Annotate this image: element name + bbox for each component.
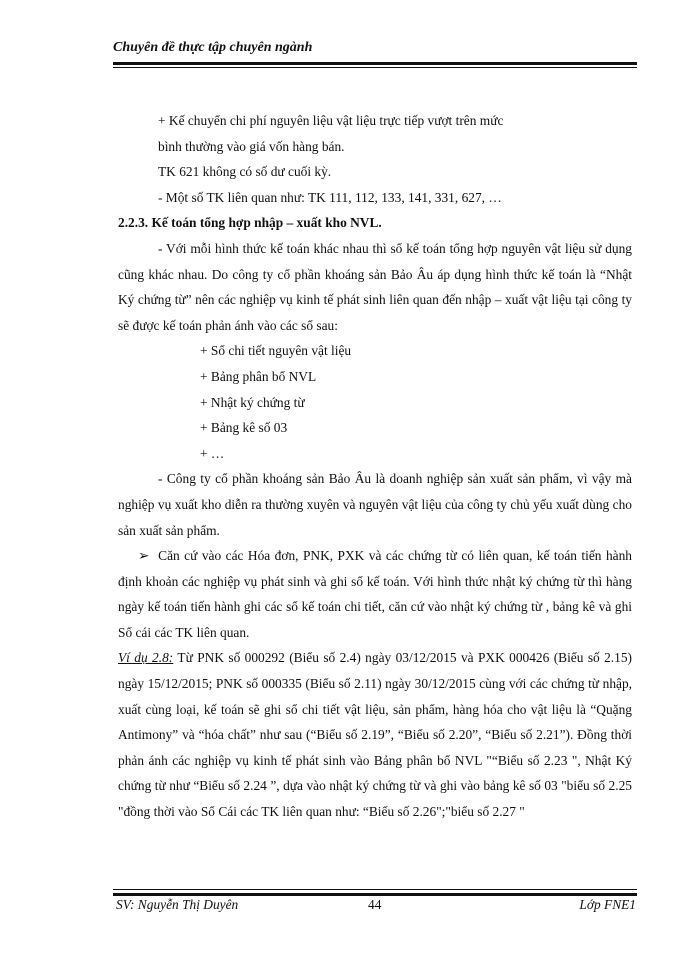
paragraph-2: TK 621 không có số dư cuối kỳ. [158, 164, 332, 180]
paragraph-3: - Một số TK liên quan như: TK 111, 112, 133, 141, 331, 627, … [158, 189, 502, 205]
header-rule-thin [113, 67, 637, 68]
footer-rule-thin [113, 889, 637, 890]
paragraph-5: - Công ty cổ phần khoáng sản Bảo Âu là doanh nghiệp sản xuất sản phẩm, vì vậy mà nghiệp vụ xuất kho diễn ra thường xuyên và nguyên vật liệu của công ty chủ yếu xuất dùng cho sản xuất sản phẩm. [118, 471, 632, 538]
paragraph-7-text: Từ PNK số 000292 (Biểu số 2.4) ngày 03/12/2015 và PXK 000426 (Biểu số 2.15) ngày 15/12/2015; PNK số 000335 (Biểu số 2.11) ngày 30/12/2015 cùng với các chứng từ nhập, xuất cùng loại, kế toán sẽ ghi sổ chi tiết vật liệu, sản phẩm, hàng hóa cho vật liệu là “Quặng Antimony” và “hóa chất” như sau (“Biểu số 2.19”, “Biểu số 2.20”, “Biểu số 2.21”). Đồng thời phản ánh các nghiệp vụ kinh tế phát sinh vào Bảng phân bổ NVL "“Biểu số 2.23 ", Nhật Ký chứng từ như “Biểu số 2.24 ”, dựa vào nhật ký chứng từ và ghi vào bảng kê số 03 "biểu số 2.25 "đồng thời vào Sổ Cái các TK liên quan như: “Biểu số 2.26";"biểu số 2.27 " [118, 650, 633, 820]
footer-class: Lớp FNE1 [579, 897, 636, 912]
example-label: Ví dụ 2.8: [118, 650, 174, 666]
footer-student-name: SV: Nguyễn Thị Duyên [116, 897, 239, 912]
arrow-bullet-icon: ➢ [138, 548, 150, 564]
list-item: + … [200, 445, 225, 461]
paragraph-6-text: Căn cứ vào các Hóa đơn, PNK, PXK và các chứng từ có liên quan, kế toán tiến hành định khoản các nghiệp vụ phát sinh và ghi sổ kế toán. Với hình thức nhật ký chứng từ thì hàng ngày kế toán tiến hành ghi các sổ kế toán chi tiết, căn cứ vào nhật ký chứng từ , bảng kê và ghi Sổ cái các TK liên quan. [118, 548, 632, 640]
paragraph-6 [118, 543, 632, 645]
page-header-title: Chuyên đề thực tập chuyên ngành [113, 40, 313, 55]
header-rule-thick [113, 62, 637, 65]
footer-page-number: 44 [368, 897, 382, 912]
list-item: + Nhật ký chứng từ [200, 394, 305, 410]
list-item: + Sổ chi tiết nguyên vật liệu [200, 343, 352, 359]
ledger-list [118, 338, 632, 466]
section-heading: 2.2.3. Kế toán tổng hợp nhập – xuất kho NVL. [118, 215, 382, 231]
document-body [118, 108, 632, 825]
paragraph-4: - Với mỗi hình thức kế toán khác nhau thì sổ kế toán tổng hợp nguyên vật liệu sử dụng cũng khác nhau. Do công ty cổ phần khoáng sản Bảo Âu áp dụng hình thức kế toán là “Nhật Ký chứng từ” nên các nghiệp vụ kinh tế phát sinh liên quan đến nhập – xuất vật liệu tại công ty sẽ được kế toán phản ánh vào các sổ sau: [118, 240, 632, 333]
paragraph-1-line-2: bình thường vào giá vốn hàng bán. [158, 138, 345, 154]
paragraph-7 [118, 645, 632, 824]
paragraph-1-line-1: + Kế chuyển chi phí nguyên liệu vật liệu trực tiếp vượt trên mức [158, 113, 504, 128]
list-item: + Bảng phân bổ NVL [200, 368, 317, 384]
footer-rule-thick [113, 893, 637, 896]
list-item: + Bảng kê số 03 [200, 420, 288, 436]
